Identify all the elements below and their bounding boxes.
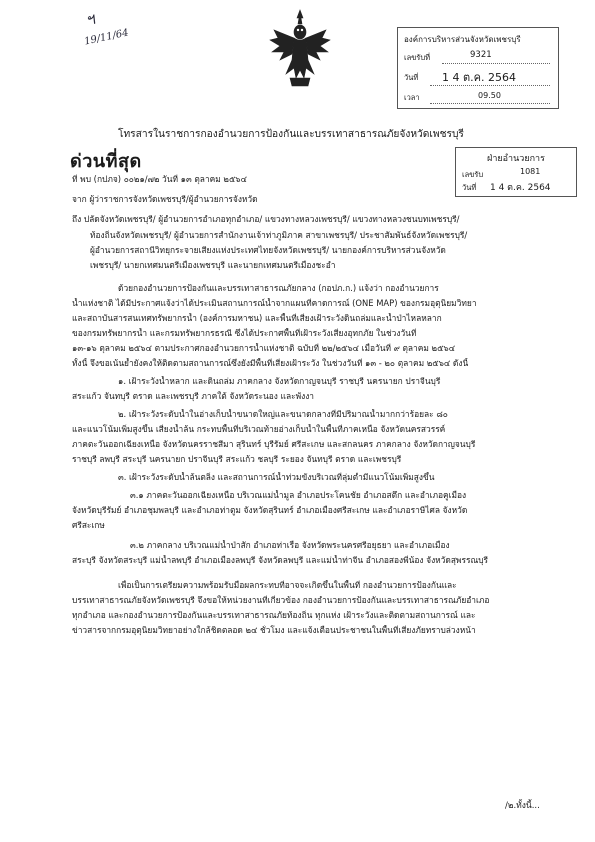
body-line: ศรีสะเกษ xyxy=(72,520,105,530)
to-line: เพชรบุรี/ นายกเทศมนตรีเมืองเพชรบุรี และนายกเทศมนตรีเมืองชะอำ xyxy=(90,260,336,270)
stamp-value: 1 4 ต.ค. 2564 xyxy=(442,71,516,84)
document-title: โทรสารในราชการกองอำนวยการป้องกันและบรรเทาสาธารณภัยจังหวัดเพชรบุรี xyxy=(118,129,464,140)
from-line: จาก ผู้ว่าราชการจังหวัดเพชรบุรี/ผู้อำนวยการจังหวัด xyxy=(72,194,258,204)
stamp-label: เลขรับ xyxy=(462,170,484,179)
to-line: ผู้อำนวยการสถานีวิทยุกระจายเสียงแห่งประเทศไทยจังหวัดเพชรบุรี/ นายกองค์การบริหารส่วนจังหวัด xyxy=(90,245,446,255)
body-line: เพื่อเป็นการเตรียมความพร้อมรับมือผลกระทบที่อาจจะเกิดขึ้นในพื้นที่ กองอำนวยการป้องกันและ xyxy=(118,580,457,590)
body-line: สระบุรี จังหวัดสระบุรี แม่น้ำลพบุรี อำเภอเมืองลพบุรี จังหวัดลพบุรี และแม่น้ำท่าจีน อำเภอสองพี่น้อง จังหวัดสุพรรณบุรี xyxy=(72,555,489,565)
body-line: ราชบุรี ลพบุรี สระบุรี นครนายก ปราจีนบุรี สระแก้ว ชลบุรี ระยอง จันทบุรี ตราด และเพชรบุรี xyxy=(72,454,402,464)
body-line: ๓. เฝ้าระวังระดับน้ำล้นตลิ่ง และสถานการณ์น้ำท่วมขังบริเวณที่ลุ่มต่ำมีแนวโน้มเพิ่มสูงขึ้น xyxy=(118,472,435,482)
body-line: ๑. เฝ้าระวังน้ำหลาก และดินถล่ม ภาคกลาง จังหวัดกาญจนบุรี ราชบุรี นครนายก ปราจีนบุรี xyxy=(118,376,441,386)
body-line: ของกรมทรัพยากรน้ำ และกรมทรัพยากรธรณี ซึ่งได้ประกาศพื้นที่เฝ้าระวังเสี่ยงอุทกภัย ในช่วงวันที่ xyxy=(72,328,417,338)
body-line: สระแก้ว จันทบุรี ตราด และเพชรบุรี ภาคใต้ จังหวัดระนอง และพังงา xyxy=(72,391,314,401)
body-line: จังหวัดบุรีรัมย์ อำเภอชุมพลบุรี และอำเภอท่าตูม จังหวัดสุรินทร์ อำเภอเมืองศรีสะเกษ และอำเภอราษีไศล จังหวัด xyxy=(72,505,468,515)
stamp-value: 1 4 ต.ค. 2564 xyxy=(490,183,551,193)
body-line: ภาคตะวันออกเฉียงเหนือ จังหวัดนครราชสีมา สุรินทร์ บุรีรัมย์ ศรีสะเกษ และสกลนคร ภาคกลาง จังหวัดกาญจนบุรี xyxy=(72,439,476,449)
urgency-label: ด่วนที่สุด xyxy=(70,151,142,172)
receiving-stamp-right xyxy=(455,147,577,197)
garuda-emblem-icon xyxy=(268,8,332,92)
body-line: ทั้งนี้ จึงขอเน้นย้ำยังคงให้ติดตามสถานการณ์ซึ่งยังมีพื้นที่เสี่ยงเฝ้าระวัง ในช่วงวันที่ ๑๓ - ๒๐ ตุลาคม ๒๕๖๔ ดังนี้ xyxy=(72,358,469,368)
body-line: น้ำแห่งชาติ ได้มีประกาศแจ้งว่าได้ประเมินสถานการณ์น้ำจากแผนที่คาดการณ์ (ONE MAP) ของกรมอุตุนิยมวิทยา xyxy=(72,298,477,308)
to-line: ถึง ปลัดจังหวัดเพชรบุรี/ ผู้อำนวยการอำเภอทุกอำเภอ/ แขวงทางหลวงเพชรบุรี/ แขวงทางหลวงชนบทเพชรบุรี/ xyxy=(72,214,460,224)
document-number-line: ที่ พบ (กปภจ) ๐๐๒๑/๗๒ วันที่ ๑๓ ตุลาคม ๒๕๖๔ xyxy=(72,174,247,184)
stamp-value: 9321 xyxy=(470,50,492,60)
body-line: บรรเทาสาธารณภัยจังหวัดเพชรบุรี จึงขอให้หน่วยงานที่เกี่ยวข้อง กองอำนวยการป้องกันและบรรเทาสาธารณภัยอำเภอ xyxy=(72,595,490,605)
body-line: ๓.๒ ภาคกลาง บริเวณแม่น้ำป่าสัก อำเภอท่าเรือ จังหวัดพระนครศรีอยุธยา และอำเภอเมือง xyxy=(130,540,450,550)
stamp-title: องค์การบริหารส่วนจังหวัดเพชรบุรี xyxy=(404,35,521,44)
body-line: ๓.๑ ภาคตะวันออกเฉียงเหนือ บริเวณแม่น้ำมูล อำเภอประโคนชัย อำเภอสตึก และอำเภอคูเมือง xyxy=(130,490,467,500)
body-line: และสถาบันสารสนเทศทรัพยากรน้ำ (องค์การมหาชน) และพื้นที่เสี่ยงเฝ้าระวังดินถล่มและน้ำป่าไหลหลาก xyxy=(72,313,442,323)
stamp-value: 1081 xyxy=(520,167,541,176)
stamp-label: วันที่ xyxy=(462,183,477,192)
stamp-title: ฝ่ายอำนวยการ xyxy=(487,154,545,164)
body-line: ๑๓-๑๖ ตุลาคม ๒๕๖๔ ตามประกาศกองอำนวยการน้ำแห่งชาติ ฉบับที่ ๒๒/๒๕๖๔ เมื่อวันที่ ๙ ตุลาคม ๒๕๖๔ xyxy=(72,343,456,353)
body-line: และแนวโน้มเพิ่มสูงขึ้น เสี่ยงน้ำล้น กระทบพื้นที่บริเวณท้ายอ่างเก็บน้ำในพื้นที่ภาคเหนือ จังหวัดนครสวรรค์ xyxy=(72,424,446,434)
stamp-label: วันที่ xyxy=(404,73,419,82)
handwritten-mark: ฯ xyxy=(82,9,98,31)
handwritten-note: 19/11/64 xyxy=(83,27,130,48)
body-line: ทุกอำเภอ และกองอำนวยการป้องกันและบรรเทาสาธารณภัยท้องถิ่น ทุกแห่ง เฝ้าระวังและติดตามสถานการณ์ และ xyxy=(72,610,476,620)
body-line: ด้วยกองอำนวยการป้องกันและบรรเทาสาธารณภัยกลาง (กอปภ.ก.) แจ้งว่า กองอำนวยการ xyxy=(118,283,439,293)
page-continuation: /๒.ทั้งนี้... xyxy=(505,801,540,811)
body-line: ข่าวสารจากกรมอุตุนิยมวิทยาอย่างใกล้ชิดตลอด ๒๔ ชั่วโมง และแจ้งเตือนประชาชนในพื้นที่เสี่ยงภัยทราบล่วงหน้า xyxy=(72,625,476,635)
stamp-label: เลขรับที่ xyxy=(404,53,431,62)
to-line: ท้องถิ่นจังหวัดเพชรบุรี/ ผู้อำนวยการสำนักงานเจ้าท่าภูมิภาค สาขาเพชรบุรี/ ประชาสัมพันธ์จังหวัดเพชรบุรี/ xyxy=(90,230,468,240)
receiving-stamp-top xyxy=(397,27,559,109)
stamp-label: เวลา xyxy=(404,93,420,102)
body-line: ๒. เฝ้าระวังระดับน้ำในอ่างเก็บน้ำขนาดใหญ่และขนาดกลางที่มีปริมาณน้ำมากกว่าร้อยละ ๘๐ xyxy=(118,409,448,419)
stamp-value: 09.50 xyxy=(478,91,501,100)
